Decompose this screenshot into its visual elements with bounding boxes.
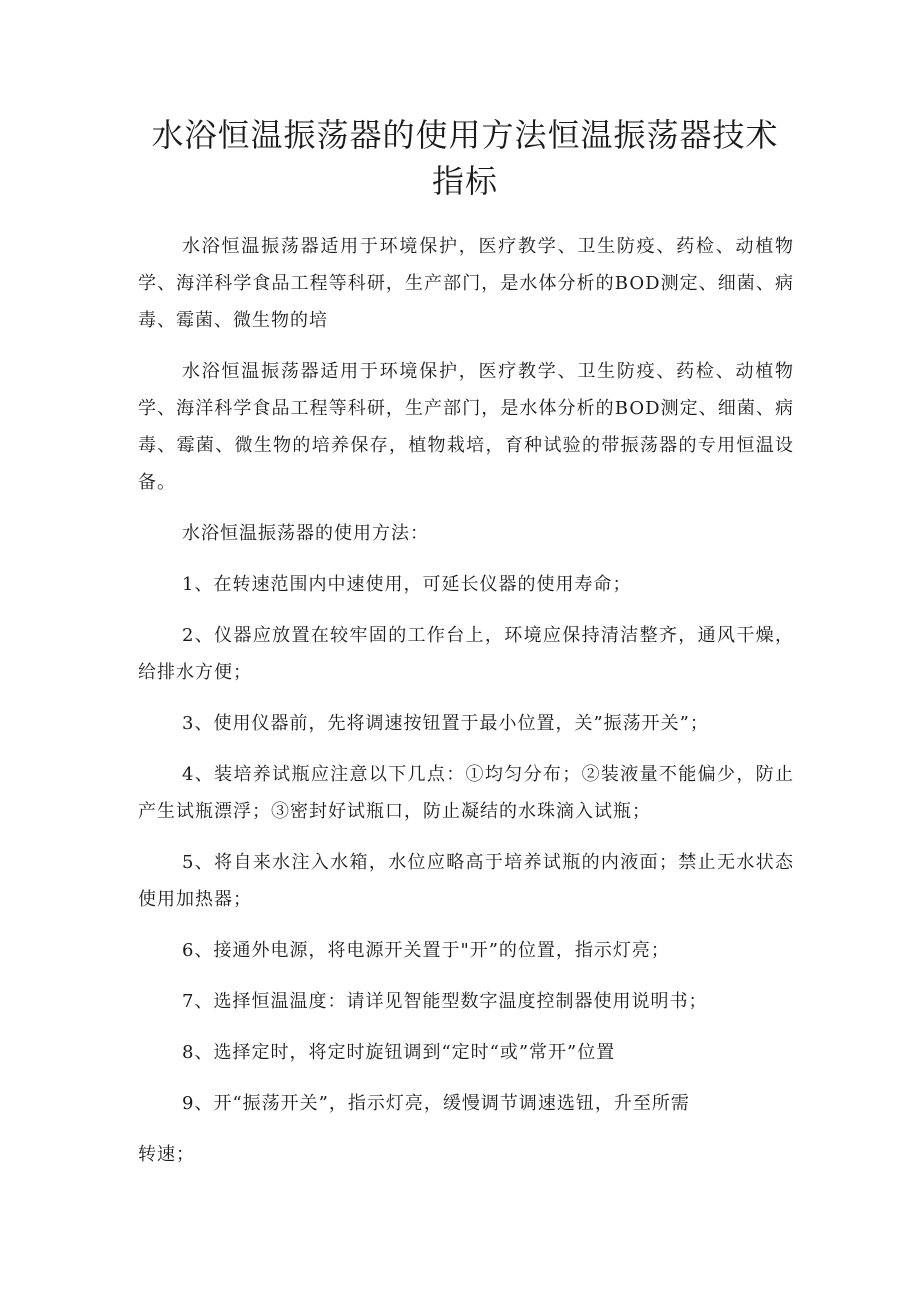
paragraph-step-5: 5、将自来水注入水箱，水位应略高于培养试瓶的内液面；禁止无水状态使用加热器； [138,852,794,910]
paragraph-step-4: 4、装培养试瓶应注意以下几点：①均匀分布；②装液量不能偏少，防止产生试瓶漂浮；③密封好试瓶口，防止凝结的水珠滴入试瓶； [138,764,794,822]
paragraph-step-9-continued: 转速； [138,1144,195,1165]
paragraph-step-7: 7、选择恒温温度：请详见智能型数字温度控制器使用说明书； [182,991,708,1012]
document-body [138,228,794,1187]
paragraph-usage-heading: 水浴恒温振荡器的使用方法： [182,523,429,544]
paragraph-intro-full: 水浴恒温振荡器适用于环境保护，医疗教学、卫生防疫、药检、动植物学、海洋科学食品工程等科研，生产部门，是水体分析的BOD测定、细菌、病毒、霉菌、微生物的培养保存，植物栽培，育种试验的带振荡器的专用恒温设备。 [138,361,794,493]
paragraph-step-8: 8、选择定时，将定时旋钮调到“定时“或”常开”位置 [182,1042,616,1063]
paragraph-step-1: 1、在转速范围内中速使用，可延长仪器的使用寿命； [182,574,632,595]
paragraph-step-9: 9、开“振荡开关”，指示灯亮，缓慢调节调速选钮，升至所需 [182,1093,690,1114]
paragraph-step-2: 2、仪器应放置在较牢固的工作台上，环境应保持清洁整齐，通风干燥，给排水方便； [138,625,794,683]
paragraph-step-3: 3、使用仪器前，先将调速按钮置于最小位置，关”振荡开关”； [182,713,709,734]
paragraph-intro-truncated: 水浴恒温振荡器适用于环境保护，医疗教学、卫生防疫、药检、动植物学、海洋科学食品工程等科研，生产部门，是水体分析的BOD测定、细菌、病毒、霉菌、微生物的培 [138,236,794,331]
paragraph-step-6: 6、接通外电源，将电源开关置于"开”的位置，指示灯亮； [182,940,670,961]
document-title: 水浴恒温振荡器的使用方法恒温振荡器技术指标 [151,116,779,200]
